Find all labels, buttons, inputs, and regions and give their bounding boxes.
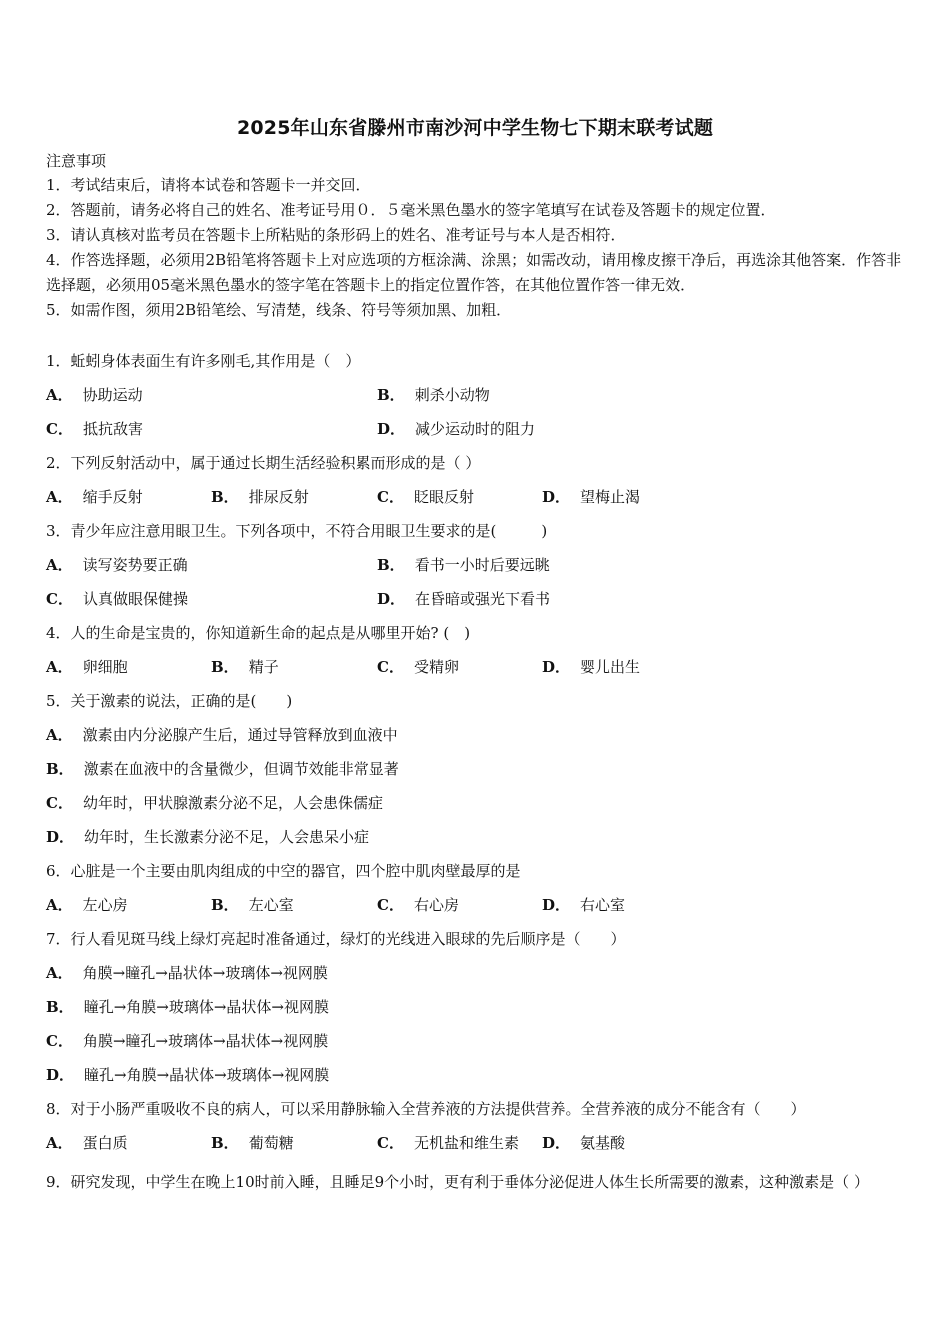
option-a: A． 读写姿势要正确 [46,556,188,574]
option-c: C． 受精卵 [377,658,459,676]
option-a: A． 激素由内分泌腺产生后，通过导管释放到血液中 [46,726,398,744]
question-stem: 8．对于小肠严重吸收不良的病人，可以采用静脉输入全营养液的方法提供营养。全营养液的成分不能含有（ ） [46,1100,806,1118]
option-row [46,1061,906,1095]
question-stem: 6．心脏是一个主要由肌肉组成的中空的器官，四个腔中肌肉壁最厚的是 [46,862,521,880]
option-row [46,585,906,619]
notes-section [46,150,906,323]
option-c: C． 认真做眼保健操 [46,590,188,608]
option-c: C． 抵抗敌害 [46,420,143,438]
option-a: A． 左心房 [46,896,128,914]
option-row [46,1027,906,1061]
option-row [46,755,906,789]
option-d: D． 氨基酸 [542,1134,626,1152]
option-row [46,1129,906,1163]
option-a: A． 角膜→瞳孔→晶状体→玻璃体→视网膜 [46,964,328,982]
option-c: C． 眨眼反射 [377,488,474,506]
option-b: B． 葡萄糖 [211,1134,294,1152]
option-row [46,381,906,415]
option-row [46,551,906,585]
page-title: 2025年山东省滕州市南沙河中学生物七下期末联考试题 [236,117,714,139]
note-item: 3．请认真核对监考员在答题卡上所粘贴的条形码上的姓名、准考证号与本人是否相符． [46,226,626,244]
note-item: 4．作答选择题，必须用2B铅笔将答题卡上对应选项的方框涂满、涂黑；如需改动，请用橡皮擦干净后，再选涂其他答案．作答非选择题，必须用05毫米黑色墨水的签字笔在答题卡上的指定位置作答，在其他位置作答一律无效． [46,251,902,294]
option-row [46,823,906,857]
option-row [46,483,906,517]
option-b: B． 看书一小时后要远眺 [377,556,550,574]
option-row [46,653,906,687]
option-a: A． 卵细胞 [46,658,128,676]
option-row [46,959,906,993]
option-row [46,993,906,1027]
question-stem: 7．行人看见斑马线上绿灯亮起时准备通过，绿灯的光线进入眼球的先后顺序是（ ） [46,930,626,948]
note-item: 1．考试结束后，请将本试卷和答题卡一并交回． [46,176,371,194]
option-row [46,415,906,449]
note-item: 2．答题前，请务必将自己的姓名、准考证号用０．５毫米黑色墨水的签字笔填写在试卷及答题卡的规定位置． [46,201,776,219]
question-stem: 9．研究发现，中学生在晚上10时前入睡，且睡足9个小时，更有利于垂体分泌促进人体生长所需要的激素，这种激素是（ ） [46,1173,869,1191]
option-b: B． 刺杀小动物 [377,386,490,404]
option-row [46,789,906,823]
option-b: B． 瞳孔→角膜→玻璃体→晶状体→视网膜 [46,998,329,1016]
option-d: D． 瞳孔→角膜→晶状体→玻璃体→视网膜 [46,1066,330,1084]
option-a: A． 蛋白质 [46,1134,128,1152]
option-b: B． 左心室 [211,896,294,914]
questions-section [46,347,906,1201]
option-b: B． 激素在血液中的含量微少，但调节效能非常显著 [46,760,399,778]
option-row [46,891,906,925]
option-b: B． 精子 [211,658,279,676]
option-c: C． 右心房 [377,896,459,914]
option-d: D． 减少运动时的阻力 [377,420,536,438]
question-stem: 2．下列反射活动中，属于通过长期生活经验积累而形成的是（ ） [46,454,481,472]
note-item: 5．如需作图，须用2B铅笔绘、写清楚，线条、符号等须加黑、加粗． [46,301,512,319]
option-b: B． 排尿反射 [211,488,309,506]
option-row [46,721,906,755]
option-d: D． 婴儿出生 [542,658,641,676]
option-a: A． 缩手反射 [46,488,143,506]
option-c: C． 幼年时，甲状腺激素分泌不足，人会患侏儒症 [46,794,383,812]
question-stem: 4．人的生命是宝贵的，你知道新生命的起点是从哪里开始? ( ) [46,624,471,642]
question-stem: 3．青少年应注意用眼卫生。下列各项中，不符合用眼卫生要求的是( ) [46,522,548,540]
option-d: D． 在昏暗或强光下看书 [377,590,551,608]
option-c: C． 角膜→瞳孔→玻璃体→晶状体→视网膜 [46,1032,329,1050]
option-a: A． 协助运动 [46,386,143,404]
option-c: C． 无机盐和维生素 [377,1134,519,1152]
option-d: D． 幼年时，生长激素分泌不足，人会患呆小症 [46,828,370,846]
notes-heading: 注意事项 [46,152,107,170]
question-stem: 5．关于激素的说法，正确的是( ) [46,692,293,710]
question-stem: 1．蚯蚓身体表面生有许多刚毛,其作用是（ ） [46,352,361,370]
option-d: D． 望梅止渴 [542,488,641,506]
option-d: D． 右心室 [542,896,626,914]
